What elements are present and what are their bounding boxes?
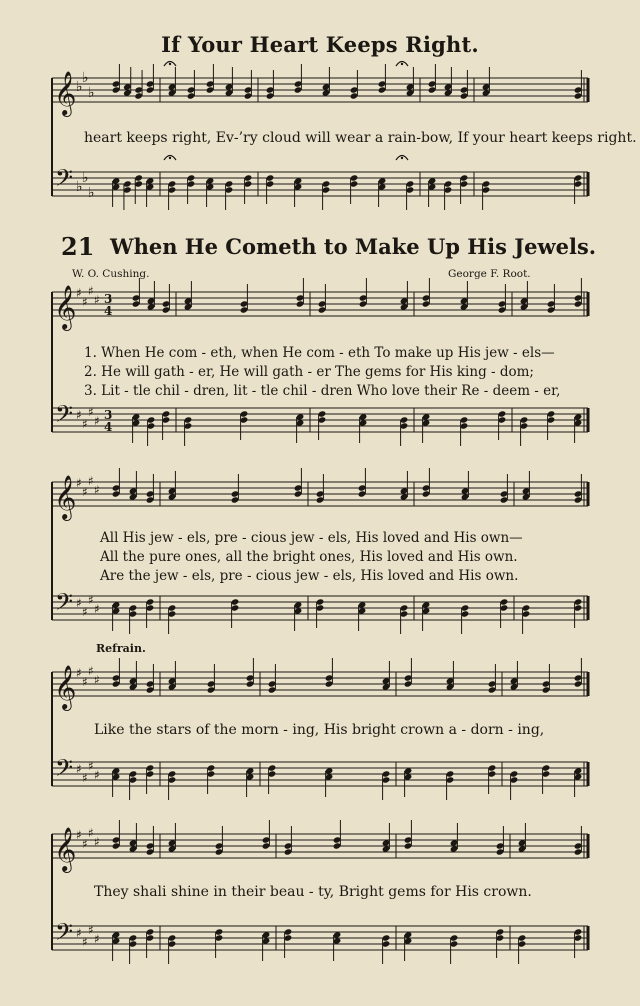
refrain-label: Refrain.	[96, 642, 146, 655]
sharp-sign: ♯	[76, 926, 82, 940]
fermata-dot	[401, 63, 403, 65]
verse-3-line-1: 3. Lit - tle chil - dren, lit - tle chil - dren Who love their Re - deem - er,	[84, 383, 561, 399]
verse-2-line-1: 2. He will gath - er, He will gath - er The gems for His king - dom;	[84, 364, 534, 380]
flat-sign: ♭	[88, 85, 95, 101]
sharp-sign: ♯	[88, 923, 94, 937]
fermata-dot	[169, 157, 171, 159]
sharp-sign: ♯	[76, 286, 82, 300]
previous-hymn-lyric: heart keeps right, Ev-’ry cloud will wear a rain-bow, If your heart keeps right.	[84, 130, 637, 146]
hymn-number: 21	[61, 232, 95, 261]
sharp-sign: ♯	[82, 675, 88, 689]
bass-clef: 𝄢	[55, 400, 74, 433]
sharp-sign: ♯	[88, 284, 94, 298]
sharp-sign: ♯	[82, 295, 88, 309]
sharp-sign: ♯	[76, 596, 82, 610]
bass-clef: 𝄢	[55, 754, 74, 787]
sharp-sign: ♯	[88, 593, 94, 607]
sharp-sign: ♯	[88, 474, 94, 488]
sharp-sign: ♯	[88, 759, 94, 773]
sharp-sign: ♯	[82, 771, 88, 785]
sharp-sign: ♯	[94, 673, 100, 687]
verse-1-line-1: 1. When He com - eth, when He com - eth To make up His jew - els—	[84, 345, 555, 361]
sharp-sign: ♯	[88, 405, 94, 419]
sharp-sign: ♯	[94, 932, 100, 946]
sharp-sign: ♯	[94, 602, 100, 616]
sharp-sign: ♯	[82, 417, 88, 431]
sharp-sign: ♯	[94, 293, 100, 307]
sharp-sign: ♯	[76, 408, 82, 422]
treble-clef: 𝄞	[54, 827, 77, 871]
time-signature-bottom: 4	[104, 420, 113, 434]
verse-2-line-2: All the pure ones, all the bright ones, His loved and His own.	[100, 549, 518, 565]
bass-clef: 𝄢	[55, 918, 74, 951]
hymn-author: W. O. Cushing.	[72, 268, 150, 280]
time-signature-top: 3	[104, 292, 113, 306]
fermata-dot	[401, 157, 403, 159]
sharp-sign: ♯	[94, 835, 100, 849]
treble-clef: 𝄞	[54, 665, 77, 709]
refrain-lyric-2: They shali shine in their beau - ty, Bright gems for His crown.	[94, 884, 532, 900]
treble-clef: 𝄞	[54, 285, 77, 329]
flat-sign: ♭	[82, 170, 89, 186]
sharp-sign: ♯	[88, 664, 94, 678]
refrain-lyric-1: Like the stars of the morn - ing, His bright crown a - dorn - ing,	[94, 722, 545, 738]
time-signature-top: 3	[104, 408, 113, 422]
flat-sign: ♭	[76, 179, 83, 195]
sharp-sign: ♯	[76, 828, 82, 842]
bass-clef: 𝄢	[55, 588, 74, 621]
sharp-sign: ♯	[76, 476, 82, 490]
verse-3-line-2: Are the jew - els, pre - cious jew - els, His loved and His own.	[100, 568, 519, 584]
sharp-sign: ♯	[94, 483, 100, 497]
hymn-composer: George F. Root.	[448, 268, 531, 280]
flat-sign: ♭	[82, 70, 89, 86]
flat-sign: ♭	[88, 185, 95, 201]
sharp-sign: ♯	[88, 826, 94, 840]
sharp-sign: ♯	[82, 485, 88, 499]
sharp-sign: ♯	[94, 414, 100, 428]
sharp-sign: ♯	[82, 837, 88, 851]
previous-hymn-title: If Your Heart Keeps Right.	[161, 32, 479, 57]
treble-clef: 𝄞	[54, 71, 77, 115]
sharp-sign: ♯	[76, 666, 82, 680]
fermata-dot	[169, 63, 171, 65]
sharp-sign: ♯	[82, 605, 88, 619]
verse-1-line-2: All His jew - els, pre - cious jew - els, His loved and His own—	[100, 530, 523, 546]
bass-clef: 𝄢	[55, 164, 74, 197]
sharp-sign: ♯	[76, 762, 82, 776]
sharp-sign: ♯	[82, 935, 88, 949]
sharp-sign: ♯	[94, 768, 100, 782]
hymn-title: When He Cometh to Make Up His Jewels.	[110, 234, 597, 259]
time-signature-bottom: 4	[104, 304, 113, 318]
treble-clef: 𝄞	[54, 475, 77, 519]
flat-sign: ♭	[76, 79, 83, 95]
